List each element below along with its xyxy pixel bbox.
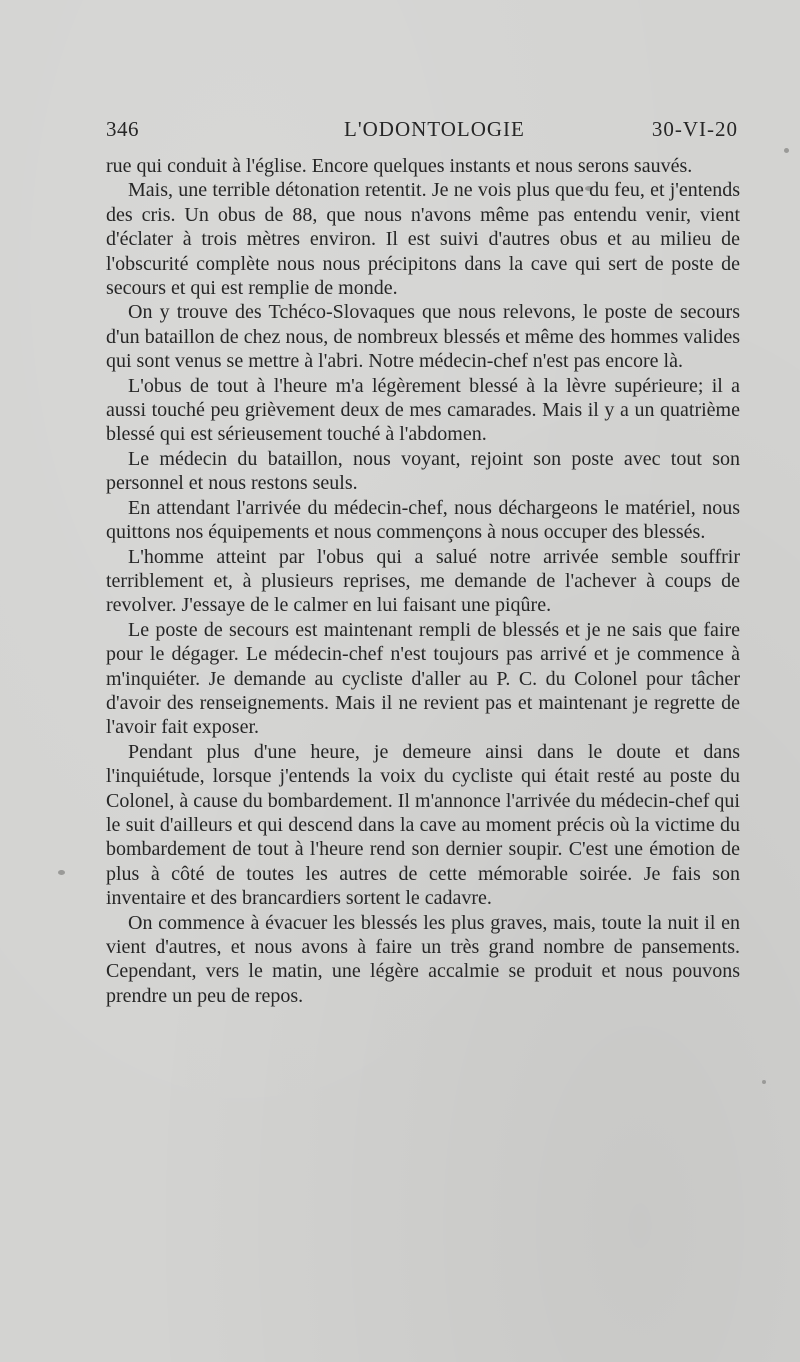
- paper-speck: [784, 148, 789, 153]
- paragraph: On commence à évacuer les blessés les plus graves, mais, toute la nuit il en vient d'autres, et nous avons à faire un très grand nombre de pansements. Cependant, vers le matin, une légère accalmie se produit et nous pouvons prendre un peu de repos.: [106, 911, 740, 1007]
- paragraph: L'obus de tout à l'heure m'a légèrement blessé à la lèvre supérieure; il a aussi touché peu grièvement deux de mes camarades. Mais il y a un quatrième blessé qui est sérieusement touché à l'abdomen.: [106, 374, 740, 446]
- paragraph: L'homme atteint par l'obus qui a salué notre arrivée semble souffrir terriblement et, à plusieurs reprises, me demande de l'achever à coups de revolver. J'essaye de le calmer en lui faisant une piqûre.: [106, 545, 740, 617]
- issue-date: 30-VI-20: [651, 117, 738, 141]
- running-header: [106, 117, 738, 145]
- paragraph: Le médecin du bataillon, nous voyant, rejoint son poste avec tout son personnel et nous restons seuls.: [106, 447, 740, 495]
- paper-speck: [58, 870, 65, 875]
- paper-speck: [762, 1080, 766, 1084]
- paragraph: rue qui conduit à l'église. Encore quelques instants et nous serons sauvés.: [106, 155, 693, 177]
- paragraph: Le poste de secours est maintenant rempli de blessés et je ne sais que faire pour le dégager. Le médecin-chef n'est toujours pas arrivé et je commence à m'inquiéter. Je demande au cycliste d'aller au P. C. du Colonel pour tâcher d'avoir des renseignements. Mais il ne revient pas et maintenant je regrette de l'avoir fait exposer.: [106, 618, 740, 739]
- paragraph: Pendant plus d'une heure, je demeure ainsi dans le doute et dans l'inquiétude, lorsque j'entends la voix du cycliste qui était resté au poste du Colonel, à cause du bombardement. Il m'annonce l'arrivée du médecin-chef qui le suit d'ailleurs et qui descend dans la cave au moment précis où la victime du bombardement de tout à l'heure rend son dernier soupir. C'est une émotion de plus à côté de toutes les autres de cette mémorable soirée. Je fais son inventaire et des brancardiers sortent le cadavre.: [106, 740, 740, 910]
- body-text: [106, 154, 740, 1008]
- page-number: 346: [106, 117, 139, 141]
- running-title: L'ODONTOLOGIE: [344, 117, 525, 141]
- paragraph: On y trouve des Tchéco-Slovaques que nous relevons, le poste de secours d'un bataillon de chez nous, de nombreux blessés et même des hommes valides qui sont venus se mettre à l'abri. Notre médecin-chef n'est pas encore là.: [106, 301, 740, 373]
- paragraph: En attendant l'arrivée du médecin-chef, nous déchargeons le matériel, nous quittons nos équipements et nous commençons à nous occuper des blessés.: [106, 496, 740, 544]
- paragraph: Mais, une terrible détonation retentit. Je ne vois plus que du feu, et j'entends des cris. Un obus de 88, que nous n'avons même pas entendu venir, vient d'éclater à trois mètres environ. Il est suivi d'autres obus et au milieu de l'obscurité complète nous nous précipitons dans la cave qui sert de poste de secours et qui est remplie de monde.: [106, 179, 740, 300]
